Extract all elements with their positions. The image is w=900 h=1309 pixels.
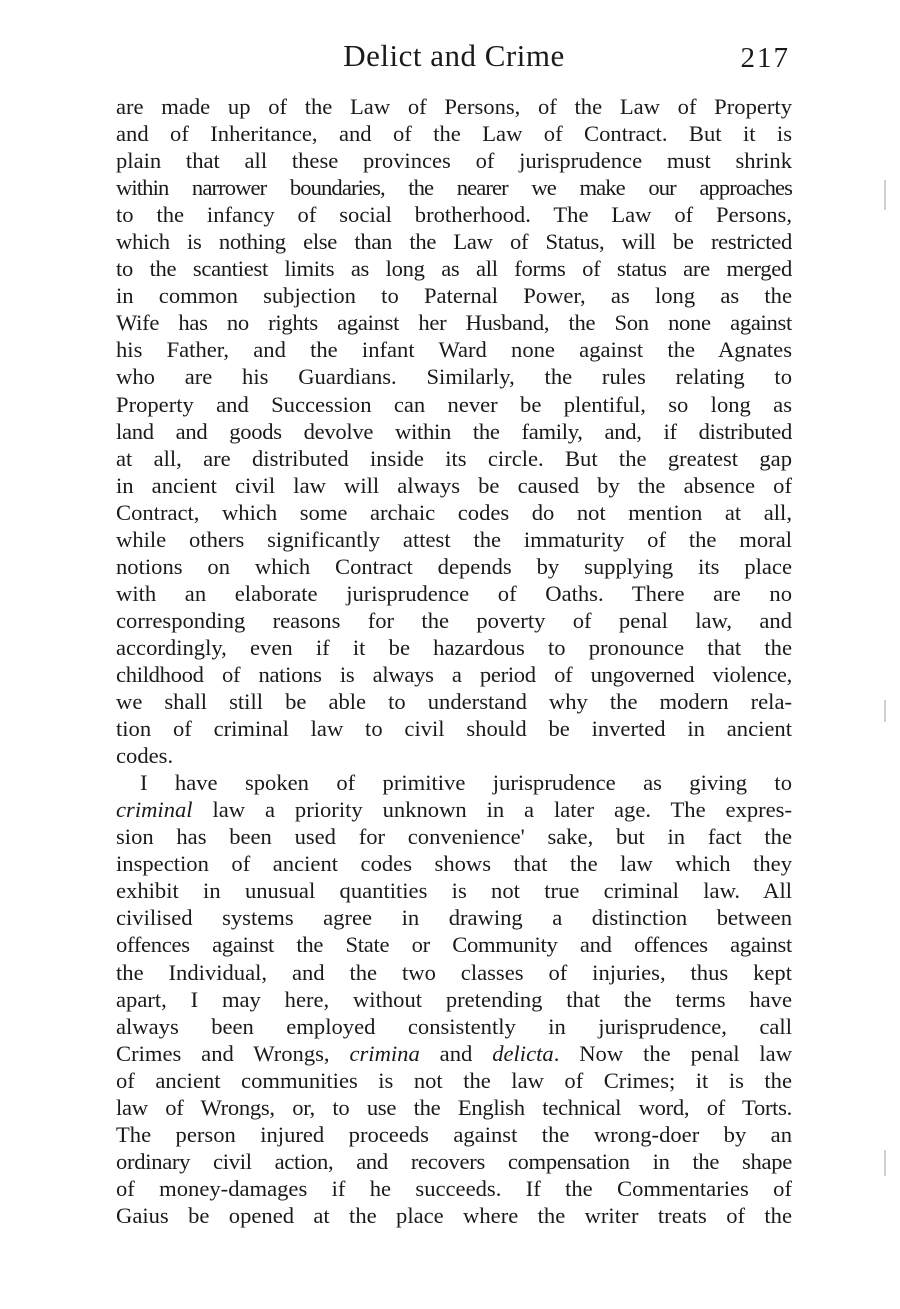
italic-term: crimina [349,1040,420,1066]
text-line [116,796,792,823]
text-line: corresponding reasons for the poverty of penal law, and [116,607,792,633]
text-line: to the scantiest limits as long as all forms of status are merged [116,256,792,282]
body-text [116,93,792,1229]
text-line: law of Wrongs, or, to use the English technical word, of Torts. [116,1094,792,1120]
text-line: exhibit in unusual quantities is not true criminal law. All [116,878,792,904]
page-number: 217 [740,42,790,74]
text-line: sion has been used for convenience' sake, but in fact the [116,824,792,850]
text-line: in common subjection to Paternal Power, as long as the [116,283,792,309]
text-line: of ancient communities is not the law of Crimes; it is the [116,1067,792,1093]
text-line: in ancient civil law will always be caused by the absence of [116,472,792,498]
text-line: ordinary civil action, and recovers compensation in the shape [116,1148,792,1174]
text-line: with an elaborate jurisprudence of Oaths. There are no [116,580,792,606]
text-line: always been employed consistently in jurisprudence, call [116,1013,792,1039]
text-line: I have spoken of primitive jurisprudence as giving to [140,770,792,796]
text-line: of money-damages if he succeeds. If the Commentaries of [116,1175,792,1201]
text-run: . Now the penal law [553,1040,792,1066]
text-line: land and goods devolve within the family, and, if distributed [116,418,792,444]
text-line: we shall still be able to understand why the modern rela- [116,689,792,715]
text-line: to the infancy of social brotherhood. The Law of Persons, [116,202,792,228]
text-line: Wife has no rights against her Husband, the Son none against [116,310,792,336]
text-line [116,1040,792,1067]
text-line: within narrower boundaries, the nearer we make our approaches [116,175,792,201]
scan-edge-mark [884,700,886,722]
scan-edge-mark [884,180,886,210]
text-line: inspection of ancient codes shows that the law which they [116,851,792,877]
text-line: Property and Succession can never be plentiful, so long as [116,391,792,417]
text-line: Contract, which some archaic codes do not mention at all, [116,499,792,525]
text-line: notions on which Contract depends by supplying its place [116,553,792,579]
text-line: childhood of nations is always a period of ungoverned violence, [116,661,792,687]
text-run: and [419,1040,493,1066]
text-line: plain that all these provinces of jurisprudence must shrink [116,148,792,174]
text-line: offences against the State or Community and offences against [116,932,792,958]
text-line: The person injured proceeds against the wrong-doer by an [116,1121,792,1147]
text-line: and of Inheritance, and of the Law of Contract. But it is [116,121,792,147]
running-title: Delict and Crime [343,38,565,73]
text-line: are made up of the Law of Persons, of the Law of Property [116,94,792,119]
text-line: the Individual, and the two classes of injuries, thus kept [116,959,792,985]
text-line: Gaius be opened at the place where the writer treats of the [116,1202,792,1228]
scan-edge-mark [884,1150,886,1176]
italic-term: criminal [116,797,193,823]
text-run: law a priority unknown in a later age. The expres- [192,797,792,823]
text-run: Crimes and Wrongs, [116,1040,350,1066]
page-header [116,36,792,76]
text-line: apart, I may here, without pretending that the terms have [116,986,792,1012]
text-line: while others significantly attest the immaturity of the moral [116,526,792,552]
text-line: which is nothing else than the Law of Status, will be restricted [116,229,792,255]
text-line: tion of criminal law to civil should be inverted in ancient [116,716,792,742]
italic-term: delicta [492,1040,554,1066]
text-line: codes. [116,743,174,769]
text-line: who are his Guardians. Similarly, the rules relating to [116,364,792,390]
text-line: at all, are distributed inside its circle. But the greatest gap [116,445,792,471]
text-line: civilised systems agree in drawing a distinction between [116,905,792,931]
text-line: his Father, and the infant Ward none against the Agnates [116,337,792,363]
text-line: accordingly, even if it be hazardous to pronounce that the [116,634,792,660]
